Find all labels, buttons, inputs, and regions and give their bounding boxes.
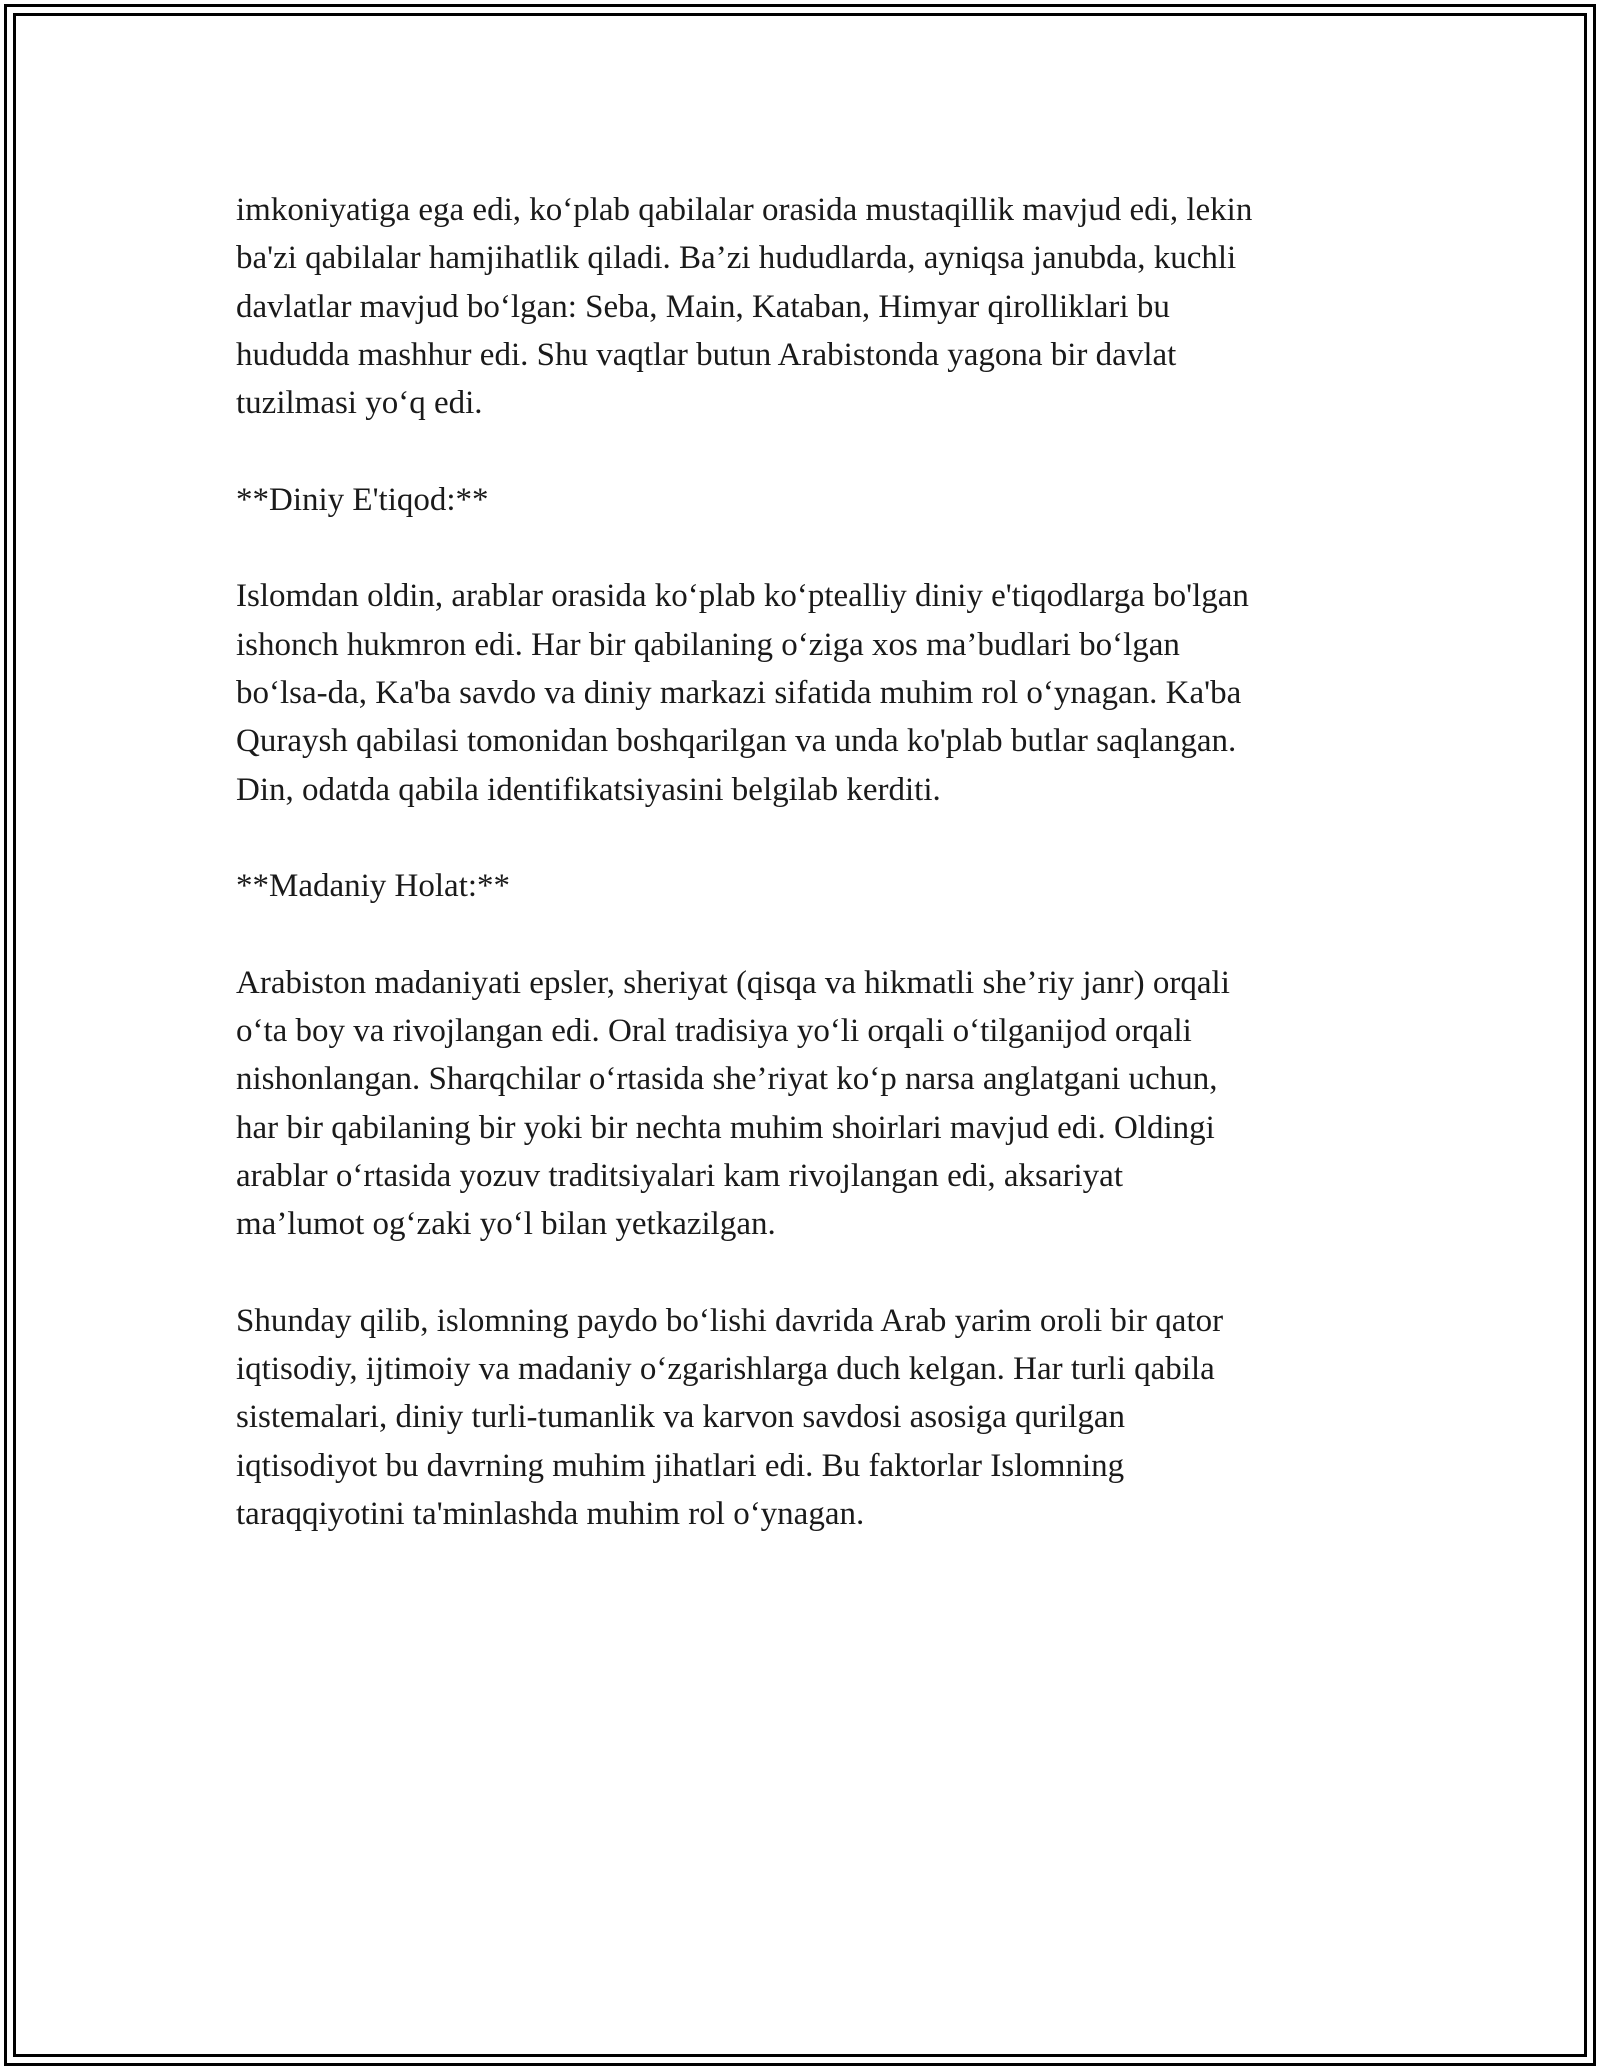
- text-line: Din, odatda qabila identifikatsiyasini belgilab kerditi.: [236, 771, 941, 808]
- paragraph-intro: [236, 186, 1386, 427]
- text-line: arablar o‘rtasida yozuv traditsiyalari kam rivojlangan edi, aksariyat: [236, 1157, 1123, 1194]
- heading-text: **Diniy E'tiqod:**: [236, 481, 489, 518]
- text-line: tuzilmasi yo‘q edi.: [236, 385, 483, 422]
- text-line: sistemalari, diniy turli-tumanlik va karvon savdosi asosiga qurilgan: [236, 1399, 1126, 1436]
- text-line: o‘ta boy va rivojlangan edi. Oral tradisiya yo‘li orqali o‘tilganijod orqali: [236, 1013, 1192, 1050]
- heading-diniy-etiqod: [236, 476, 1386, 524]
- text-line: Quraysh qabilasi tomonidan boshqarilgan va unda ko'plab butlar saqlangan.: [236, 723, 1237, 760]
- text-line: hududda mashhur edi. Shu vaqtlar butun Arabistonda yagona bir davlat: [236, 336, 1177, 373]
- text-line: Islomdan oldin, arablar orasida ko‘plab ko‘ptealliy diniy e'tiqodlarga bo'lgan: [236, 578, 1249, 615]
- text-line: bo‘lsa-da, Ka'ba savdo va diniy markazi sifatida muhim rol o‘ynagan. Ka'ba: [236, 674, 1242, 711]
- text-line: ma’lumot og‘zaki yo‘l bilan yetkazilgan.: [236, 1206, 776, 1243]
- paragraph-diniy: [236, 572, 1386, 813]
- text-line: har bir qabilaning bir yoki bir nechta muhim shoirlari mavjud edi. Oldingi: [236, 1109, 1215, 1146]
- text-line: ishonch hukmron edi. Har bir qabilaning o‘ziga xos ma’budlari bo‘lgan: [236, 626, 1180, 663]
- document-body: [236, 186, 1386, 1538]
- text-line: Shunday qilib, islomning paydo bo‘lishi davrida Arab yarim oroli bir qator: [236, 1302, 1224, 1339]
- text-line: nishonlangan. Sharqchilar o‘rtasida she’riyat ko‘p narsa anglatgani uchun,: [236, 1061, 1218, 1098]
- text-line: Arabiston madaniyati epsler, sheriyat (qisqa va hikmatli she’riy janr) orqali: [236, 964, 1230, 1001]
- heading-madaniy-holat: [236, 862, 1386, 910]
- text-line: taraqqiyotini ta'minlashda muhim rol o‘ynagan.: [236, 1496, 865, 1533]
- text-line: iqtisodiyot bu davrning muhim jihatlari edi. Bu faktorlar Islomning: [236, 1447, 1125, 1484]
- paragraph-conclusion: [236, 1297, 1386, 1538]
- text-line: ba'zi qabilalar hamjihatlik qiladi. Ba’zi hududlarda, ayniqsa janubda, kuchli: [236, 240, 1237, 277]
- text-line: imkoniyatiga ega edi, ko‘plab qabilalar orasida mustaqillik mavjud edi, lekin: [236, 192, 1253, 228]
- paragraph-madaniy: [236, 959, 1386, 1249]
- text-line: davlatlar mavjud bo‘lgan: Seba, Main, Kataban, Himyar qirolliklari bu: [236, 288, 1170, 325]
- text-line: iqtisodiy, ijtimoiy va madaniy o‘zgarishlarga duch kelgan. Har turli qabila: [236, 1351, 1215, 1388]
- heading-text: **Madaniy Holat:**: [236, 868, 511, 905]
